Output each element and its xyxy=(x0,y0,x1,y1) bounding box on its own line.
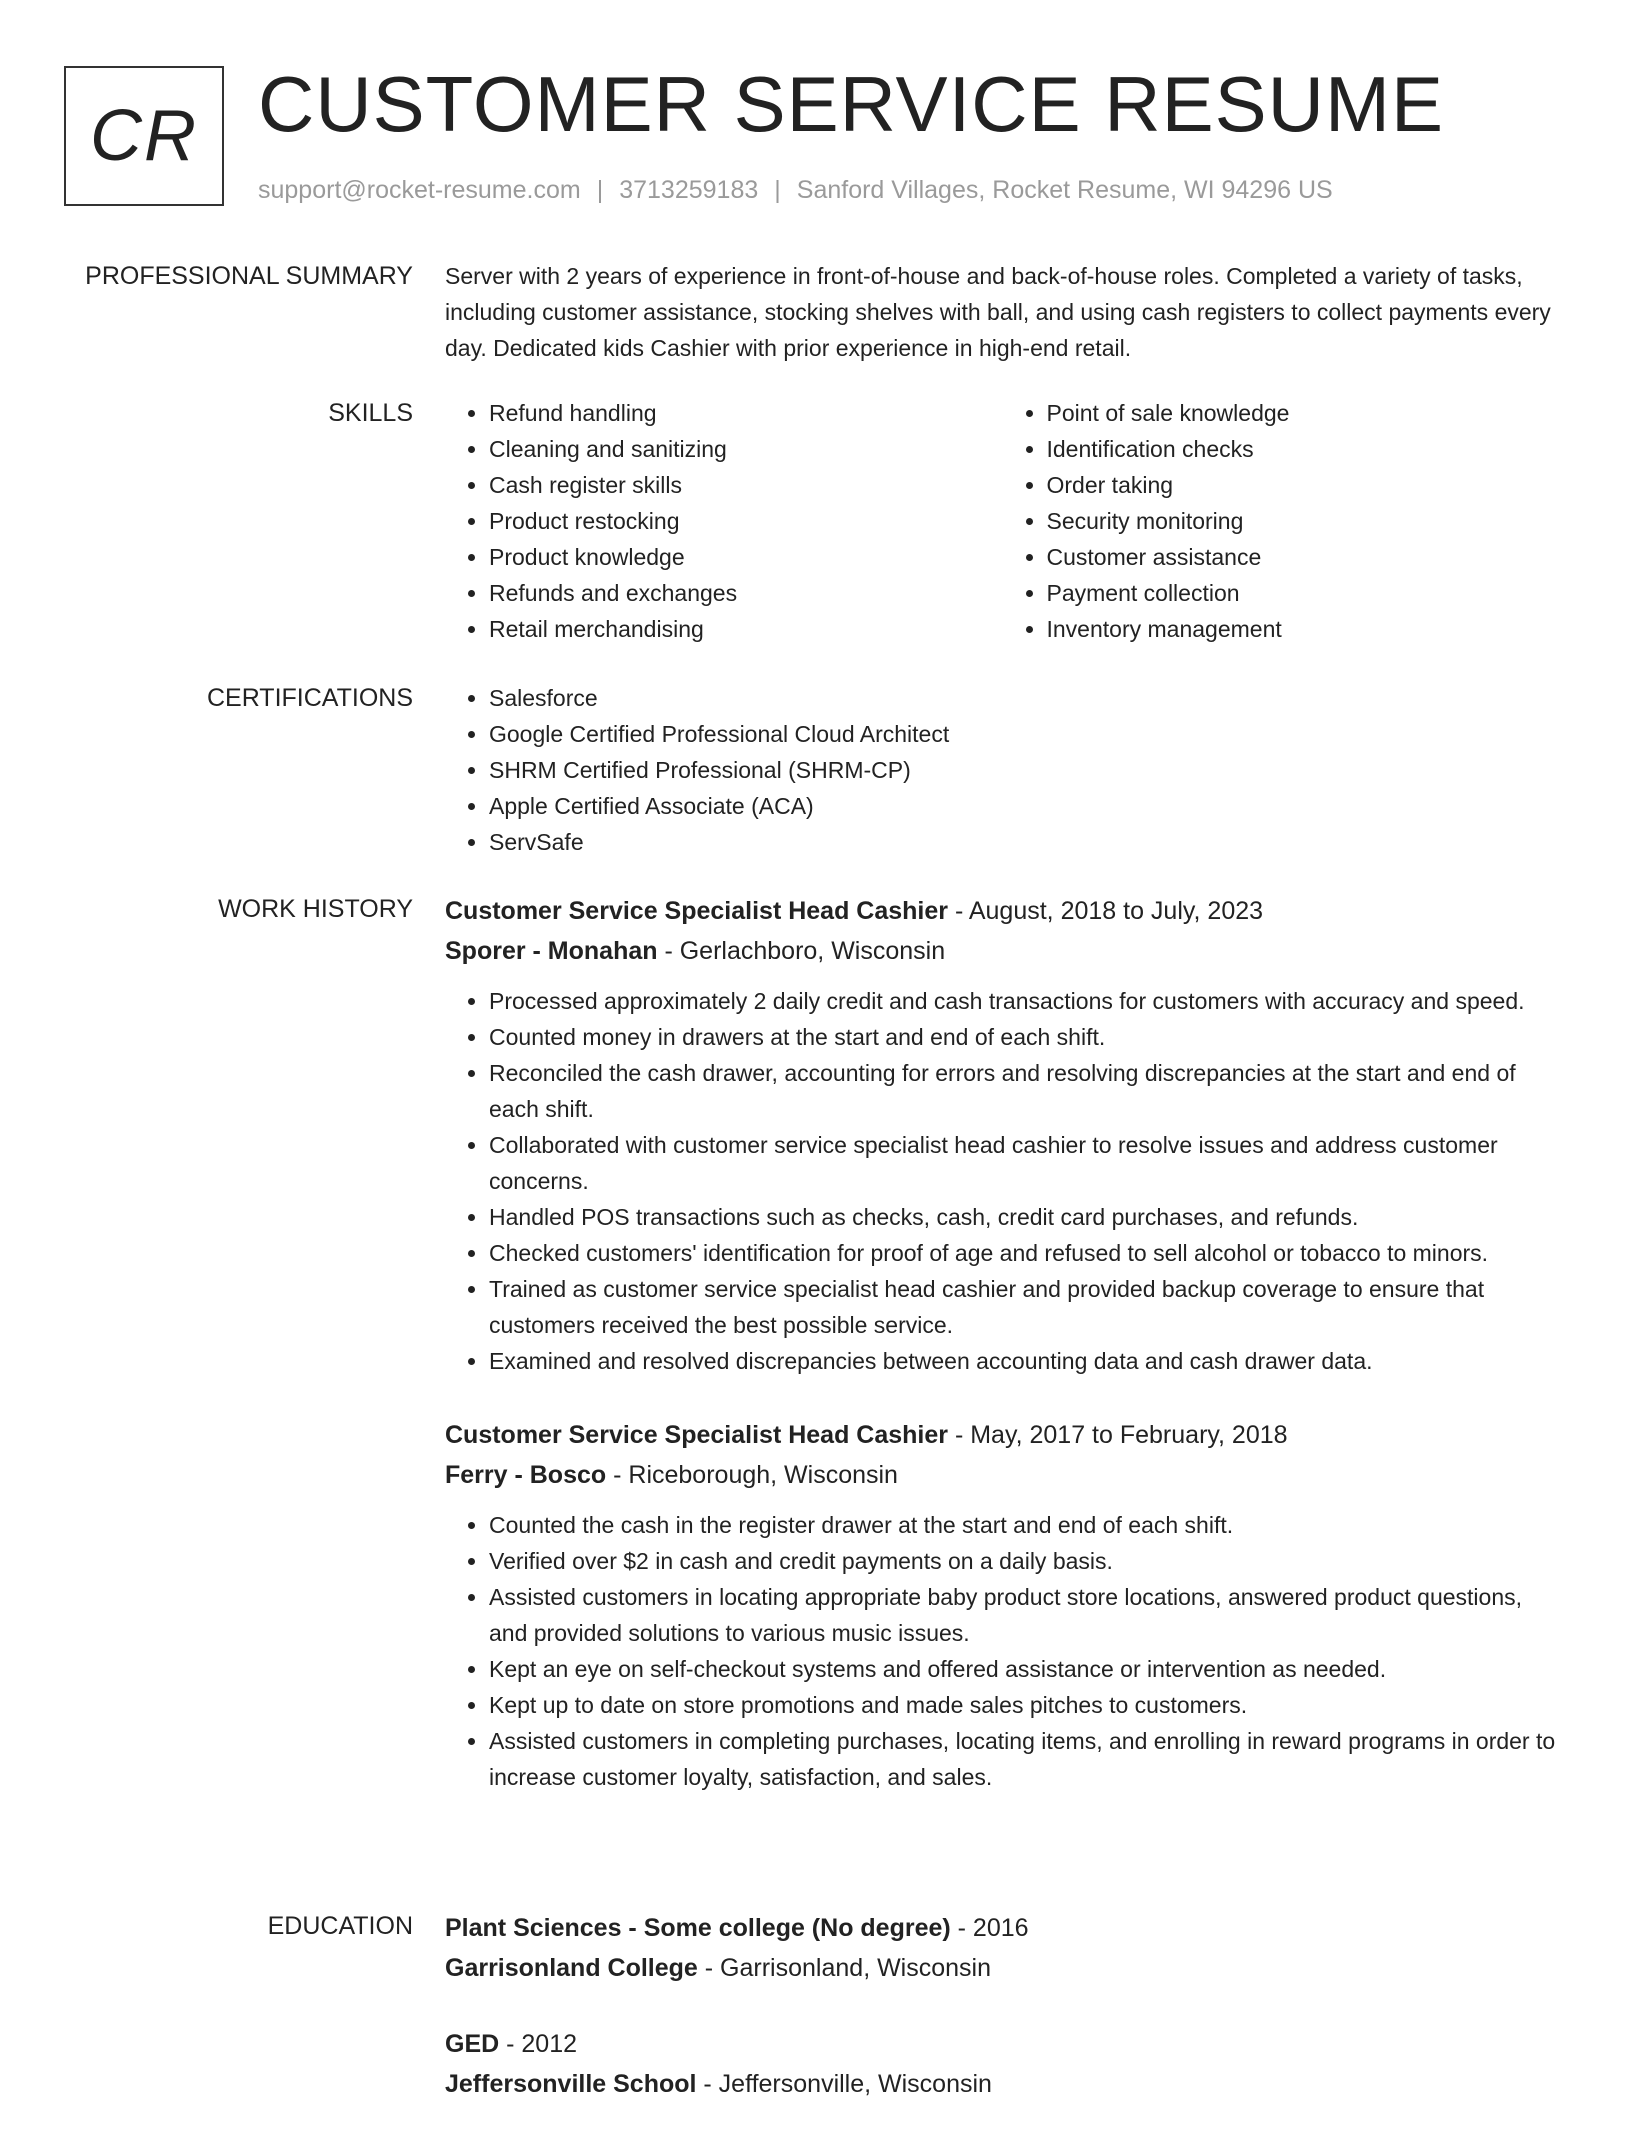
list-item: • Counted the cash in the register drawer at the start and end of each shift. xyxy=(489,1507,1560,1543)
skills-list-left xyxy=(445,395,1003,647)
list-item: • Payment collection xyxy=(1047,575,1561,611)
list-item: • Refunds and exchanges xyxy=(489,575,1003,611)
skills-list-right xyxy=(1003,395,1561,647)
job-dates: - August, 2018 to July, 2023 xyxy=(948,897,1264,925)
summary-body xyxy=(445,258,1560,366)
list-item: • SHRM Certified Professional (SHRM-CP) xyxy=(489,752,1560,788)
section-label-education: EDUCATION xyxy=(267,1912,413,1940)
list-item: • Kept an eye on self-checkout systems and offered assistance or intervention as needed. xyxy=(489,1651,1560,1687)
contact-email: support@rocket-resume.com xyxy=(258,176,581,204)
job-title-line xyxy=(445,1415,1560,1455)
skills-columns xyxy=(445,395,1560,647)
list-item: • Retail merchandising xyxy=(489,611,1003,647)
job-bullets xyxy=(445,983,1560,1379)
skills-body xyxy=(445,395,1560,647)
list-item: • Customer assistance xyxy=(1047,539,1561,575)
degree-line xyxy=(445,1908,1560,1948)
list-item: • Identification checks xyxy=(1047,431,1561,467)
list-item: • Handled POS transactions such as checks, cash, credit card purchases, and refunds. xyxy=(489,1199,1560,1235)
list-item: • Point of sale knowledge xyxy=(1047,395,1561,431)
employer-name: Sporer - Monahan xyxy=(445,937,658,965)
employer-name: Ferry - Bosco xyxy=(445,1461,607,1489)
list-item: • Inventory management xyxy=(1047,611,1561,647)
school-location: - Jeffersonville, Wisconsin xyxy=(696,2070,992,2098)
list-item: • Reconciled the cash drawer, accounting for errors and resolving discrepancies at the start and end of each shift. xyxy=(489,1055,1560,1127)
list-item: • Trained as customer service specialist head cashier and provided backup coverage to ensure that customers received the best possible service. xyxy=(489,1271,1560,1343)
job-title-line xyxy=(445,891,1560,931)
list-item: • Cleaning and sanitizing xyxy=(489,431,1003,467)
certifications-list xyxy=(445,680,1560,860)
list-item: • Apple Certified Associate (ACA) xyxy=(489,788,1560,824)
summary-text: Server with 2 years of experience in front-of-house and back-of-house roles. Completed a variety of tasks, including customer assistance, stocking shelves with ball, and using cash registers to collect payments every day. Dedicated kids Cashier with prior experience in high-end retail. xyxy=(445,263,1551,361)
monogram-initials: CR xyxy=(90,96,198,176)
contact-separator: | xyxy=(596,176,604,204)
job-entry xyxy=(445,1415,1560,1795)
list-item: • Processed approximately 2 daily credit and cash transactions for customers with accuracy and speed. xyxy=(489,983,1560,1019)
job-entry xyxy=(445,891,1560,1379)
contact-phone: 3713259183 xyxy=(619,176,759,204)
list-item: • Collaborated with customer service specialist head cashier to resolve issues and address customer concerns. xyxy=(489,1127,1560,1199)
section-label-certifications: CERTIFICATIONS xyxy=(206,684,413,712)
list-item: • Kept up to date on store promotions and made sales pitches to customers. xyxy=(489,1687,1560,1723)
contact-address: Sanford Villages, Rocket Resume, WI 94296 US xyxy=(796,176,1333,204)
resume-title: CUSTOMER SERVICE RESUME xyxy=(258,60,1444,148)
school-line xyxy=(445,2064,1560,2104)
education-entry xyxy=(445,1908,1560,1988)
list-item: • Cash register skills xyxy=(489,467,1003,503)
employer-line xyxy=(445,1455,1560,1495)
section-label-summary: PROFESSIONAL SUMMARY xyxy=(85,262,413,290)
school-line xyxy=(445,1948,1560,1988)
section-label-skills: SKILLS xyxy=(328,399,413,427)
school-location: - Garrisonland, Wisconsin xyxy=(697,1954,991,1982)
list-item: • ServSafe xyxy=(489,824,1560,860)
list-item: • Refund handling xyxy=(489,395,1003,431)
section-label-work-history: WORK HISTORY xyxy=(218,895,413,923)
list-item: • Verified over $2 in cash and credit payments on a daily basis. xyxy=(489,1543,1560,1579)
list-item: • Order taking xyxy=(1047,467,1561,503)
list-item: • Assisted customers in completing purchases, locating items, and enrolling in reward programs in order to increase customer loyalty, satisfaction, and sales. xyxy=(489,1723,1560,1795)
employer-location: - Riceborough, Wisconsin xyxy=(606,1461,898,1489)
education-entry xyxy=(445,2024,1560,2104)
degree-year: - 2016 xyxy=(950,1914,1029,1942)
work-history-body xyxy=(445,891,1560,1831)
list-item: • Product knowledge xyxy=(489,539,1003,575)
list-item: • Security monitoring xyxy=(1047,503,1561,539)
employer-line xyxy=(445,931,1560,971)
monogram-box xyxy=(64,66,224,206)
degree-name: GED xyxy=(445,2030,500,2058)
list-item: • Salesforce xyxy=(489,680,1560,716)
list-item: • Counted money in drawers at the start and end of each shift. xyxy=(489,1019,1560,1055)
list-item: • Examined and resolved discrepancies between accounting data and cash drawer data. xyxy=(489,1343,1560,1379)
degree-name: Plant Sciences - Some college (No degree) xyxy=(445,1914,951,1942)
contact-separator: | xyxy=(774,176,781,204)
education-body xyxy=(445,1908,1560,2140)
degree-year: - 2012 xyxy=(499,2030,578,2058)
contact-line xyxy=(258,174,1333,206)
job-title: Customer Service Specialist Head Cashier xyxy=(445,1421,949,1449)
list-item: • Google Certified Professional Cloud Architect xyxy=(489,716,1560,752)
school-name: Garrisonland College xyxy=(445,1954,698,1982)
job-title: Customer Service Specialist Head Cashier xyxy=(445,897,949,925)
list-item: • Checked customers' identification for proof of age and refused to sell alcohol or tobacco to minors. xyxy=(489,1235,1560,1271)
job-bullets xyxy=(445,1507,1560,1795)
job-dates: - May, 2017 to February, 2018 xyxy=(948,1421,1288,1449)
school-name: Jeffersonville School xyxy=(445,2070,697,2098)
employer-location: - Gerlachboro, Wisconsin xyxy=(657,937,946,965)
degree-line xyxy=(445,2024,1560,2064)
list-item: • Product restocking xyxy=(489,503,1003,539)
certifications-body xyxy=(445,680,1560,860)
list-item: • Assisted customers in locating appropriate baby product store locations, answered product questions, and provided solutions to various music issues. xyxy=(489,1579,1560,1651)
